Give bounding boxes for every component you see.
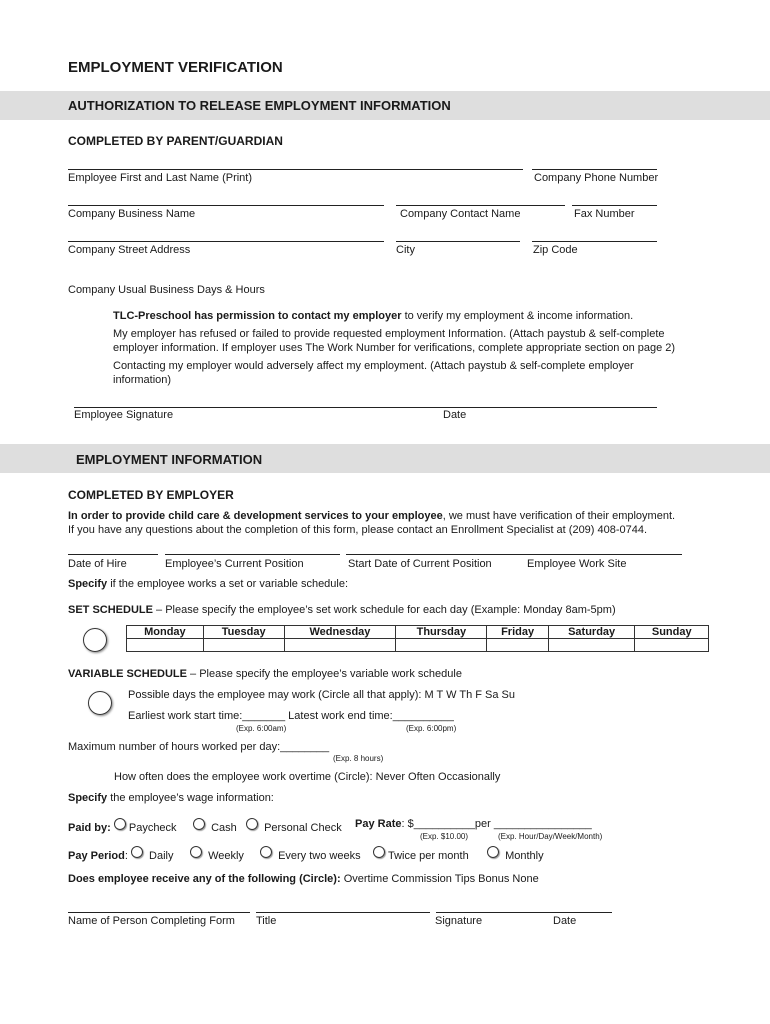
section-subtitle-employer: COMPLETED BY EMPLOYER bbox=[68, 488, 234, 502]
every-two-weeks-option: Every two weeks bbox=[278, 850, 361, 862]
option-permission-bold: TLC-Preschool has permission to contact my employer bbox=[113, 310, 402, 322]
hire-date-label: Date of Hire bbox=[68, 558, 127, 570]
pay-period-label: Pay Period bbox=[68, 850, 125, 862]
day-wednesday: Wednesday bbox=[284, 626, 396, 639]
possible-days: Possible days the employee may work (Circle all that apply): M T W Th F Sa Su bbox=[128, 689, 515, 701]
employee-name-label: Employee First and Last Name (Print) bbox=[68, 172, 253, 184]
day-sunday: Sunday bbox=[635, 626, 709, 639]
hire-date-field[interactable] bbox=[68, 554, 158, 555]
thursday-hours-cell[interactable] bbox=[396, 639, 487, 652]
every-two-weeks-radio[interactable] bbox=[260, 846, 272, 858]
day-thursday: Thursday bbox=[396, 626, 487, 639]
business-name-label: Company Business Name bbox=[68, 208, 196, 220]
zip-label: Zip Code bbox=[533, 244, 578, 256]
pay-rate-field[interactable]: : $__________per ________________ bbox=[401, 818, 592, 830]
option-refused-line1: My employer has refused or failed to provide requested employment Information. (Attach paystub & self-complete bbox=[113, 328, 665, 340]
twice-month-option: Twice per month bbox=[388, 850, 469, 862]
zip-field[interactable] bbox=[532, 241, 657, 242]
current-position-label: Employee’s Current Position bbox=[165, 558, 304, 570]
exp-end-time: (Exp. 6:00pm) bbox=[406, 724, 457, 733]
section-subtitle-parent: COMPLETED BY PARENT/GUARDIAN bbox=[68, 134, 283, 148]
day-tuesday: Tuesday bbox=[203, 626, 284, 639]
monday-hours-cell[interactable] bbox=[127, 639, 204, 652]
tuesday-hours-cell[interactable] bbox=[203, 639, 284, 652]
specify-schedule bbox=[68, 578, 348, 590]
twice-month-radio[interactable] bbox=[373, 846, 385, 858]
cash-radio[interactable] bbox=[193, 818, 205, 830]
specify-schedule-bold: Specify bbox=[68, 578, 108, 590]
city-field[interactable] bbox=[396, 241, 520, 242]
specify-wage-rest: the employee’s wage information: bbox=[107, 792, 274, 804]
wednesday-hours-cell[interactable] bbox=[284, 639, 396, 652]
pay-rate-row bbox=[355, 818, 592, 830]
exp-hours: (Exp. 8 hours) bbox=[333, 754, 384, 763]
days-hours-label: Company Usual Business Days & Hours bbox=[68, 284, 265, 296]
exp-per: (Exp. Hour/Day/Week/Month) bbox=[498, 832, 603, 841]
completer-title-field[interactable] bbox=[256, 912, 430, 913]
intro-line1 bbox=[68, 510, 675, 522]
paycheck-radio[interactable] bbox=[114, 818, 126, 830]
street-field[interactable] bbox=[68, 241, 384, 242]
overtime-frequency: How often does the employee work overtime (Circle): Never Often Occasionally bbox=[114, 771, 501, 783]
option-adverse-line1: Contacting my employer would adversely affect my employment. (Attach paystub & self-complete employer bbox=[113, 360, 634, 372]
exp-start-time: (Exp. 6:00am) bbox=[236, 724, 287, 733]
daily-radio[interactable] bbox=[131, 846, 143, 858]
contact-name-field[interactable] bbox=[396, 205, 565, 206]
set-schedule-heading bbox=[68, 604, 616, 616]
section-title-authorization: AUTHORIZATION TO RELEASE EMPLOYMENT INFORMATION bbox=[68, 98, 451, 113]
personal-check-radio[interactable] bbox=[246, 818, 258, 830]
pay-rate-label: Pay Rate bbox=[355, 818, 402, 830]
friday-hours-cell[interactable] bbox=[487, 639, 548, 652]
specify-wage bbox=[68, 792, 274, 804]
employee-name-field[interactable] bbox=[68, 169, 523, 170]
daily-option: Daily bbox=[149, 850, 174, 862]
intro-bold: In order to provide child care & development services to your employee bbox=[68, 510, 443, 522]
city-label: City bbox=[396, 244, 415, 256]
weekly-option: Weekly bbox=[208, 850, 244, 862]
set-schedule-bold: SET SCHEDULE bbox=[68, 604, 153, 616]
monthly-choice bbox=[487, 846, 544, 862]
variable-schedule-rest: – Please specify the employee’s variable work schedule bbox=[186, 668, 462, 680]
monthly-option: Monthly bbox=[505, 850, 544, 862]
paycheck-option: Paycheck bbox=[128, 822, 177, 834]
fax-label: Fax Number bbox=[574, 208, 635, 220]
intro-rest: , we must have verification of their employment. bbox=[442, 510, 676, 522]
employee-signature-field[interactable] bbox=[74, 407, 657, 408]
start-date-site-field[interactable] bbox=[346, 554, 682, 555]
section-title-employment: EMPLOYMENT INFORMATION bbox=[76, 452, 263, 467]
monthly-radio[interactable] bbox=[487, 846, 499, 858]
completer-name-label: Name of Person Completing Form bbox=[68, 915, 235, 927]
option-adverse-line2: information) bbox=[113, 374, 172, 386]
employee-signature-label: Employee Signature bbox=[74, 409, 174, 421]
start-date-label: Start Date of Current Position bbox=[348, 558, 492, 570]
specify-schedule-rest: if the employee works a set or variable schedule: bbox=[107, 578, 349, 590]
receive-extras-bold: Does employee receive any of the following (Circle): bbox=[68, 873, 341, 885]
weekly-choice bbox=[190, 846, 244, 862]
set-schedule-rest: – Please specify the employee’s set work schedule for each day (Example: Monday 8am-5pm) bbox=[152, 604, 616, 616]
max-hours: Maximum number of hours worked per day:________ bbox=[68, 741, 330, 753]
day-monday: Monday bbox=[127, 626, 204, 639]
pay-period-row: Pay Period: Daily bbox=[68, 846, 174, 862]
cash-choice bbox=[193, 818, 237, 834]
company-phone-field[interactable] bbox=[532, 169, 657, 170]
every-two-weeks-choice bbox=[260, 846, 361, 862]
option-refused-line2: employer information. If employer uses The Work Number for verifications, complete appropriate section on page 2) bbox=[113, 342, 676, 354]
completer-signature-field[interactable] bbox=[436, 912, 612, 913]
receive-extras-options: Overtime Commission Tips Bonus None bbox=[340, 873, 539, 885]
cash-option: Cash bbox=[211, 822, 237, 834]
variable-schedule-bold: VARIABLE SCHEDULE bbox=[68, 668, 187, 680]
intro-line2: If you have any questions about the completion of this form, please contact an Enrollment Specialist at (209) 408-0744. bbox=[68, 524, 648, 536]
employee-signature-date-label: Date bbox=[443, 409, 467, 421]
exp-rate: (Exp. $10.00) bbox=[420, 832, 469, 841]
twice-month-choice bbox=[373, 846, 469, 862]
completer-date-label: Date bbox=[553, 915, 577, 927]
set-schedule-circle[interactable] bbox=[83, 628, 107, 652]
personal-check-choice bbox=[246, 818, 342, 834]
page-title: EMPLOYMENT VERIFICATION bbox=[68, 59, 283, 76]
day-friday: Friday bbox=[487, 626, 548, 639]
current-position-field[interactable] bbox=[165, 554, 340, 555]
set-schedule-table bbox=[126, 625, 709, 652]
street-label: Company Street Address bbox=[68, 244, 191, 256]
receive-extras bbox=[68, 873, 539, 885]
completer-signature-label: Signature bbox=[435, 915, 483, 927]
personal-check-option: Personal Check bbox=[264, 822, 342, 834]
work-site-label: Employee Work Site bbox=[527, 558, 627, 570]
earliest-latest-times: Earliest work start time:_______ Latest work end time:__________ bbox=[128, 710, 454, 722]
weekly-radio[interactable] bbox=[190, 846, 202, 858]
schedule-input-row bbox=[127, 639, 709, 652]
variable-schedule-heading bbox=[68, 668, 462, 680]
paid-by-label: Paid by bbox=[68, 822, 108, 834]
completer-name-field[interactable] bbox=[68, 912, 250, 913]
company-phone-label: Company Phone Number bbox=[534, 172, 659, 184]
saturday-hours-cell[interactable] bbox=[548, 639, 635, 652]
option-permission-rest: to verify my employment & income information. bbox=[401, 310, 634, 322]
contact-name-label: Company Contact Name bbox=[400, 208, 521, 220]
option-permission bbox=[113, 310, 633, 322]
schedule-header-row bbox=[127, 626, 709, 639]
variable-schedule-circle[interactable] bbox=[88, 691, 112, 715]
fax-field[interactable] bbox=[572, 205, 657, 206]
business-name-field[interactable] bbox=[68, 205, 384, 206]
paid-by-row: Paid by: Paycheck bbox=[68, 818, 177, 834]
specify-wage-bold: Specify bbox=[68, 792, 108, 804]
day-saturday: Saturday bbox=[548, 626, 635, 639]
completer-title-label: Title bbox=[256, 915, 277, 927]
sunday-hours-cell[interactable] bbox=[635, 639, 709, 652]
